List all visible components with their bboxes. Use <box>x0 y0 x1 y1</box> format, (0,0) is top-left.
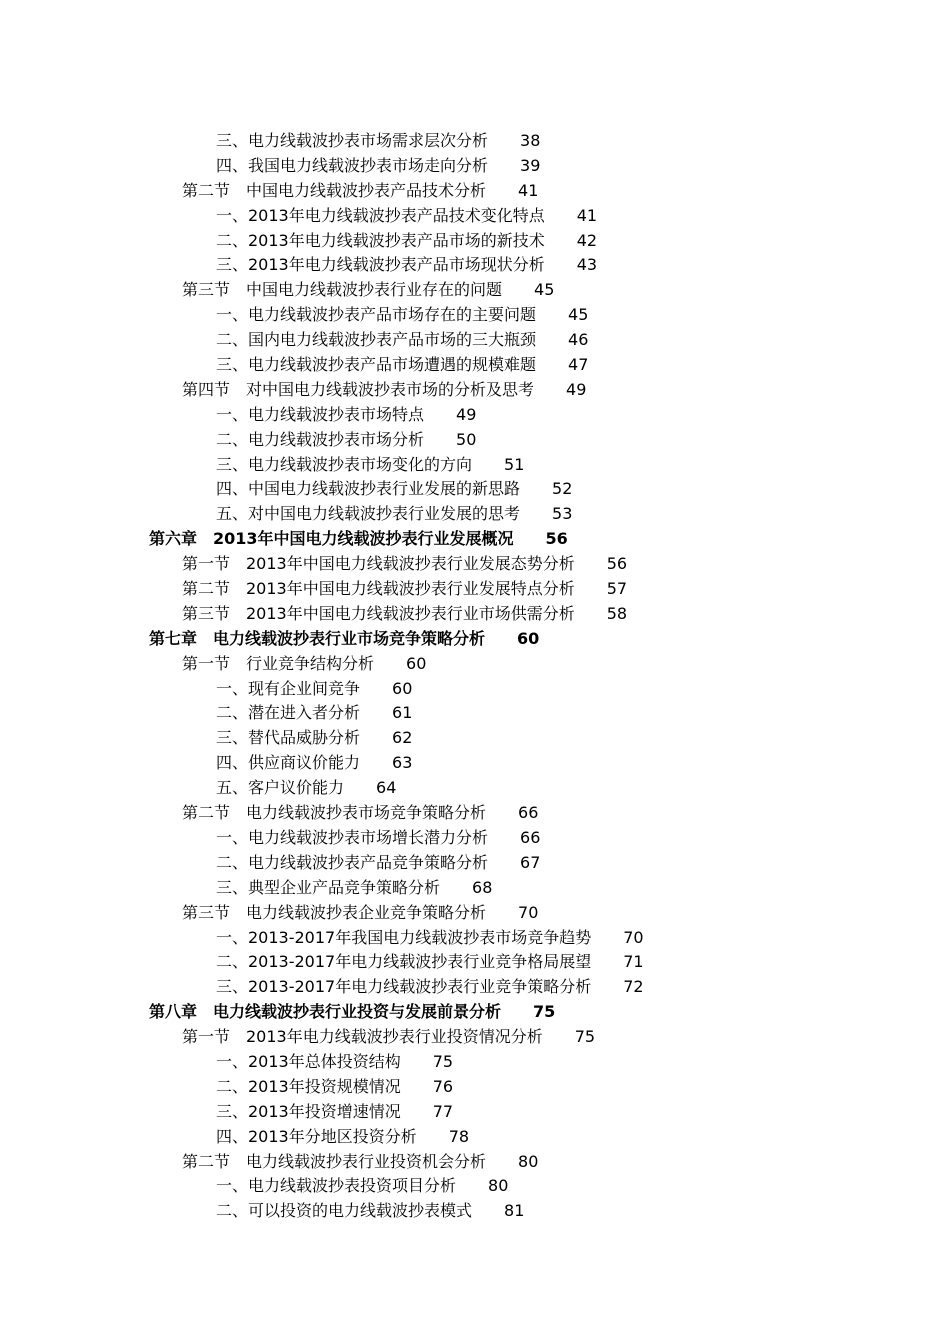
toc-subsection <box>0 253 950 278</box>
toc-subsection <box>0 1125 950 1150</box>
toc-subsection <box>0 428 950 453</box>
toc-entry-title: 第二节 电力线载波抄表行业投资机会分析 <box>182 1151 487 1171</box>
toc-page-number: 70 <box>518 902 539 922</box>
toc-page-number: 60 <box>517 628 540 648</box>
toc-page-number: 62 <box>392 728 413 748</box>
toc-page-number: 42 <box>576 230 598 250</box>
toc-page-number: 49 <box>456 404 477 424</box>
toc-subsection <box>0 677 950 702</box>
toc-entry-title: 第三节 电力线载波抄表企业竞争策略分析 <box>182 902 487 922</box>
toc-subsection <box>0 453 950 478</box>
toc-page-number: 60 <box>406 653 427 673</box>
toc-page-number: 66 <box>520 827 541 847</box>
toc-subsection <box>0 154 950 179</box>
toc-page-number: 76 <box>432 1076 454 1096</box>
toc-entry-title: 一、电力线载波抄表市场特点 <box>216 404 425 424</box>
toc-entry-title: 第一节 2013年中国电力线载波抄表行业发展态势分析 <box>182 554 575 574</box>
toc-entry-title: 二、电力线载波抄表市场分析 <box>216 429 425 449</box>
toc-subsection <box>0 1050 950 1075</box>
toc-subsection <box>0 950 950 975</box>
toc-entry-title: 一、电力线载波抄表市场增长潜力分析 <box>216 827 489 847</box>
toc-chapter <box>0 1000 950 1025</box>
toc-page-number: 41 <box>576 205 598 225</box>
toc-entry-title: 三、替代品威胁分析 <box>216 728 361 748</box>
toc-section <box>0 652 950 677</box>
toc-page-number: 61 <box>392 703 413 723</box>
toc-page-number: 78 <box>448 1126 470 1146</box>
toc-entry-title: 第七章 电力线载波抄表行业市场竞争策略分析 <box>149 628 486 648</box>
toc-entry-title: 一、2013年电力线载波抄表产品技术变化特点 <box>216 205 545 225</box>
toc-page-number: 45 <box>534 280 555 300</box>
toc-subsection <box>0 1199 950 1224</box>
toc-entry-title: 第四节 对中国电力线载波抄表市场的分析及思考 <box>182 379 535 399</box>
toc-entry-title: 三、典型企业产品竞争策略分析 <box>216 877 441 897</box>
toc-entry-title: 第三节 2013年中国电力线载波抄表行业市场供需分析 <box>182 603 575 623</box>
toc-subsection <box>0 701 950 726</box>
toc-subsection <box>0 1075 950 1100</box>
toc-entry-title: 四、供应商议价能力 <box>216 753 361 773</box>
toc-page-number: 51 <box>504 454 525 474</box>
toc-entry-title: 三、电力线载波抄表市场变化的方向 <box>216 454 473 474</box>
toc-page-number: 68 <box>472 877 493 897</box>
toc-page-number: 39 <box>520 155 541 175</box>
toc-section <box>0 901 950 926</box>
toc-subsection <box>0 826 950 851</box>
toc-entry-title: 第一节 行业竞争结构分析 <box>182 653 375 673</box>
toc-page-number: 52 <box>552 479 573 499</box>
toc-entry-title: 第二节 电力线载波抄表市场竞争策略分析 <box>182 803 487 823</box>
toc-entry-title: 二、国内电力线载波抄表产品市场的三大瓶颈 <box>216 330 537 350</box>
toc-subsection <box>0 204 950 229</box>
toc-chapter <box>0 627 950 652</box>
toc-entry-title: 二、2013年投资规模情况 <box>216 1076 401 1096</box>
toc-subsection <box>0 353 950 378</box>
toc-subsection <box>0 876 950 901</box>
toc-page-number: 57 <box>606 579 628 599</box>
toc-entry-title: 三、电力线载波抄表市场需求层次分析 <box>216 131 489 150</box>
toc-page-number: 53 <box>552 504 573 524</box>
toc-section <box>0 278 950 303</box>
toc-entry-title: 第六章 2013年中国电力线载波抄表行业发展概况 <box>149 529 514 549</box>
toc-section <box>0 378 950 403</box>
toc-page-number: 80 <box>488 1176 509 1196</box>
toc-section <box>0 801 950 826</box>
toc-page-number: 46 <box>568 330 589 350</box>
toc-entry-title: 五、客户议价能力 <box>216 778 345 798</box>
toc-subsection <box>0 477 950 502</box>
toc-subsection <box>0 726 950 751</box>
toc-page-number: 41 <box>518 180 539 200</box>
toc-entry-title: 二、电力线载波抄表产品竞争策略分析 <box>216 852 489 872</box>
toc-subsection <box>0 403 950 428</box>
toc-entry-title: 第八章 电力线载波抄表行业投资与发展前景分析 <box>149 1002 502 1022</box>
toc-entry-title: 第三节 中国电力线载波抄表行业存在的问题 <box>182 280 503 300</box>
toc-subsection <box>0 1100 950 1125</box>
toc-page-number: 56 <box>606 554 628 574</box>
toc-subsection <box>0 975 950 1000</box>
toc-subsection <box>0 229 950 254</box>
toc-page-number: 71 <box>623 952 644 972</box>
toc-entry-title: 二、2013-2017年电力线载波抄表行业竞争格局展望 <box>216 952 592 972</box>
toc-subsection <box>0 751 950 776</box>
toc-page-number: 70 <box>623 927 644 947</box>
toc-page-number: 81 <box>504 1201 525 1221</box>
toc-section <box>0 602 950 627</box>
toc-section <box>0 1025 950 1050</box>
toc-subsection <box>0 851 950 876</box>
toc-page-number: 67 <box>520 852 541 872</box>
table-of-contents <box>0 129 950 1224</box>
toc-entry-title: 一、电力线载波抄表投资项目分析 <box>216 1176 457 1196</box>
toc-subsection <box>0 1174 950 1199</box>
toc-page-number: 77 <box>432 1101 454 1121</box>
toc-page-number: 60 <box>392 678 413 698</box>
toc-section <box>0 577 950 602</box>
toc-subsection <box>0 926 950 951</box>
toc-entry-title: 二、2013年电力线载波抄表产品市场的新技术 <box>216 230 545 250</box>
toc-page-number: 45 <box>568 305 589 325</box>
toc-entry-title: 第二节 2013年中国电力线载波抄表行业发展特点分析 <box>182 579 575 599</box>
toc-page-number: 80 <box>518 1151 539 1171</box>
toc-entry-title: 四、我国电力线载波抄表市场走向分析 <box>216 155 489 175</box>
toc-page-number: 75 <box>533 1002 556 1022</box>
toc-page-number: 66 <box>518 803 539 823</box>
toc-subsection <box>0 129 950 154</box>
toc-entry-title: 四、中国电力线载波抄表行业发展的新思路 <box>216 479 521 499</box>
toc-page-number: 58 <box>606 603 628 623</box>
toc-subsection <box>0 303 950 328</box>
toc-section <box>0 179 950 204</box>
toc-page-number: 56 <box>545 529 568 549</box>
toc-page-number: 75 <box>574 1027 596 1047</box>
toc-entry-title: 一、2013年总体投资结构 <box>216 1051 401 1071</box>
toc-page-number: 47 <box>568 355 589 375</box>
toc-entry-title: 五、对中国电力线载波抄表行业发展的思考 <box>216 504 521 524</box>
toc-entry-title: 三、2013年投资增速情况 <box>216 1101 401 1121</box>
toc-section <box>0 552 950 577</box>
toc-chapter <box>0 527 950 552</box>
toc-entry-title: 一、现有企业间竞争 <box>216 678 361 698</box>
toc-entry-title: 三、2013-2017年电力线载波抄表行业竞争策略分析 <box>216 977 592 997</box>
toc-entry-title: 一、电力线载波抄表产品市场存在的主要问题 <box>216 305 537 325</box>
toc-page-number: 38 <box>520 131 541 150</box>
toc-page-number: 49 <box>566 379 587 399</box>
toc-subsection <box>0 776 950 801</box>
toc-entry-title: 第二节 中国电力线载波抄表产品技术分析 <box>182 180 487 200</box>
toc-entry-title: 一、2013-2017年我国电力线载波抄表市场竞争趋势 <box>216 927 592 947</box>
toc-entry-title: 第一节 2013年电力线载波抄表行业投资情况分析 <box>182 1027 543 1047</box>
toc-subsection <box>0 502 950 527</box>
toc-page-number: 72 <box>623 977 644 997</box>
toc-entry-title: 四、2013年分地区投资分析 <box>216 1126 417 1146</box>
toc-entry-title: 三、2013年电力线载波抄表产品市场现状分析 <box>216 255 545 275</box>
toc-page-number: 64 <box>376 778 397 798</box>
toc-subsection <box>0 328 950 353</box>
toc-page-number: 63 <box>392 753 413 773</box>
toc-page-number: 50 <box>456 429 477 449</box>
toc-page-number: 75 <box>432 1051 454 1071</box>
toc-section <box>0 1150 950 1175</box>
toc-entry-title: 二、可以投资的电力线载波抄表模式 <box>216 1201 473 1221</box>
toc-entry-title: 二、潜在进入者分析 <box>216 703 361 723</box>
toc-page-number: 43 <box>576 255 598 275</box>
toc-entry-title: 三、电力线载波抄表产品市场遭遇的规模难题 <box>216 355 537 375</box>
